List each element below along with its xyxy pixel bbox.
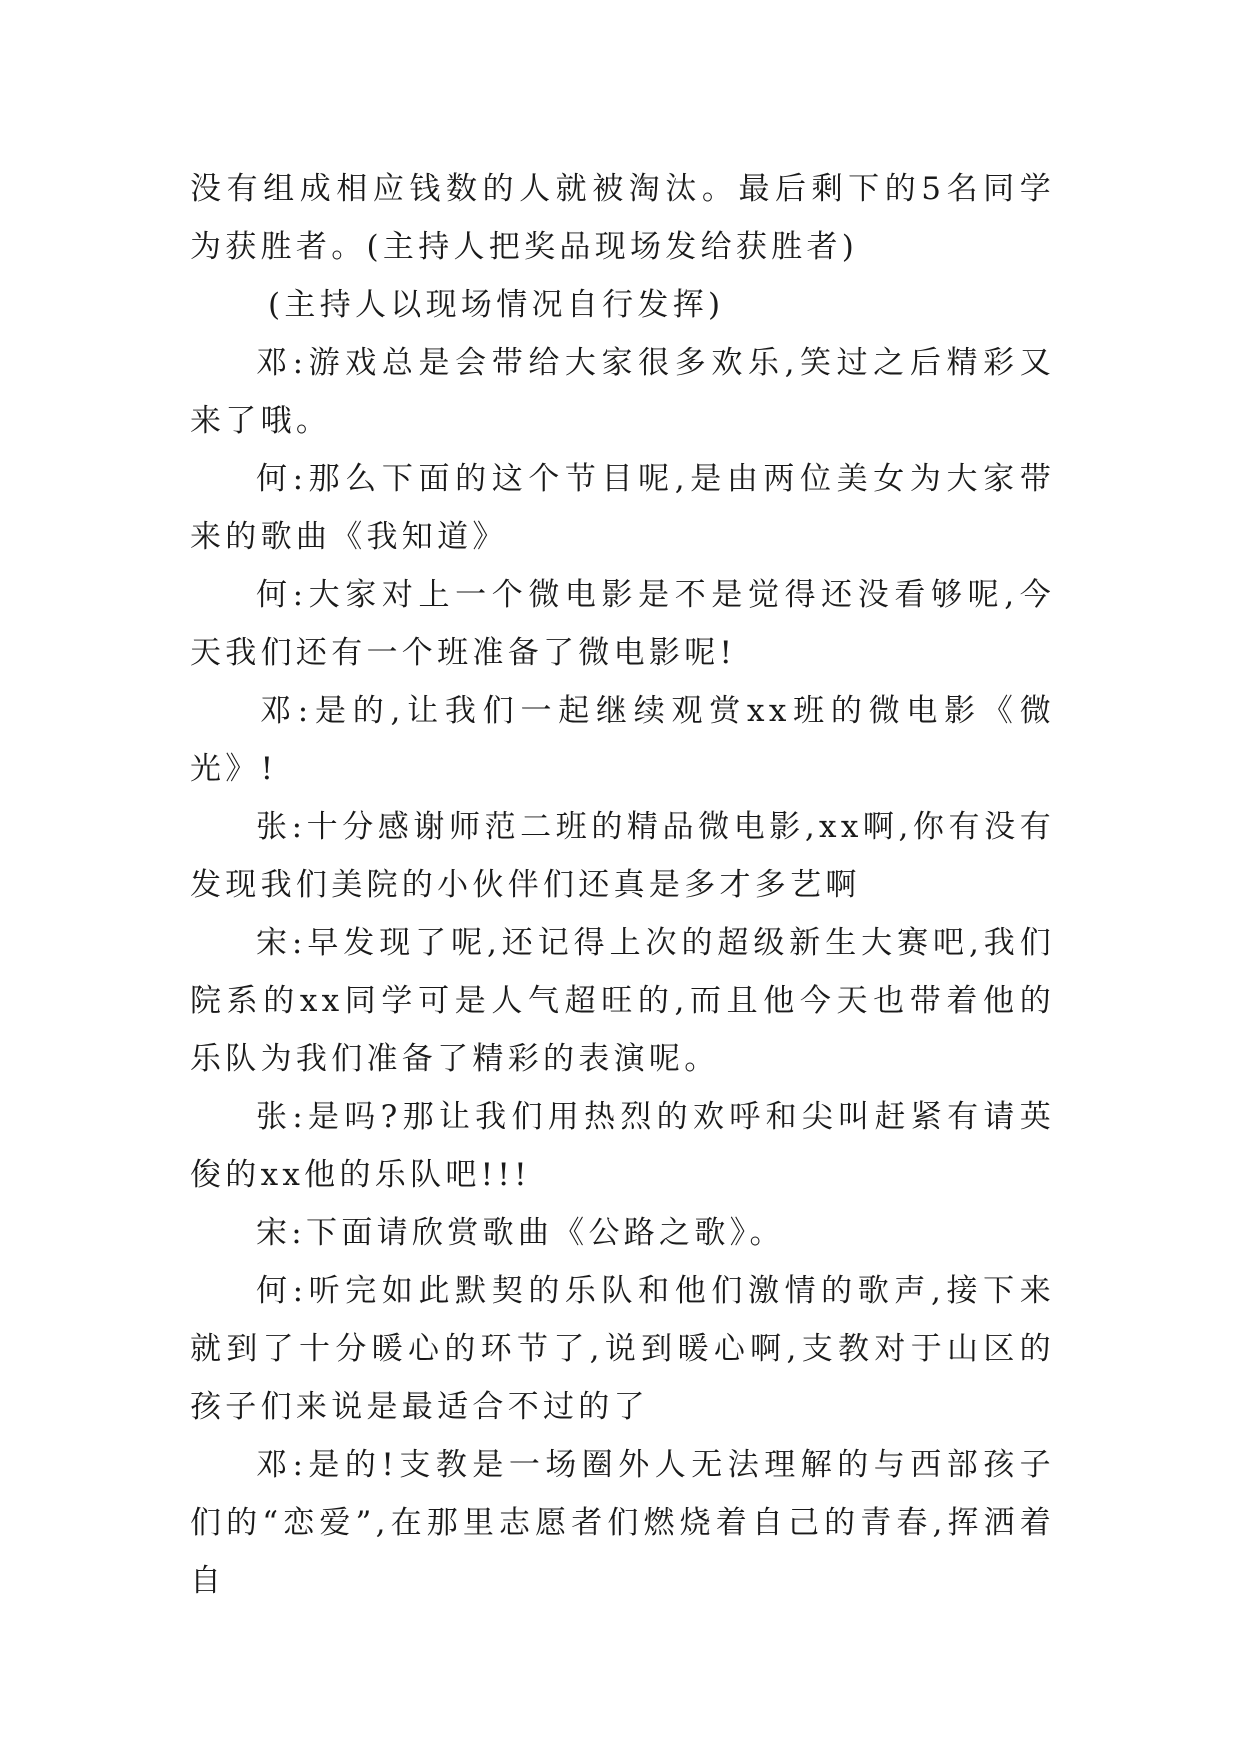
paragraph-continuation: 没有组成相应钱数的人就被淘汰。最后剩下的5名同学为获胜者。(主持人把奖品现场发给获胜者) [190,171,1055,265]
paragraph-he-3: 何:听完如此默契的乐队和他们激情的歌声,接下来就到了十分暖心的环节了,说到暖心啊,支教对于山区的孩子们来说是最适合不过的了 [190,1273,1055,1425]
paragraph-song-1: 宋:早发现了呢,还记得上次的超级新生大赛吧,我们院系的xx同学可是人气超旺的,而且他今天也带着他的乐队为我们准备了精彩的表演呢。 [190,925,1055,1077]
paragraph-he-1: 何:那么下面的这个节目呢,是由两位美女为大家带来的歌曲《我知道》 [190,461,1055,555]
paragraph-zhang-1: 张:十分感谢师范二班的精品微电影,xx啊,你有没有发现我们美院的小伙伴们还真是多才多艺啊 [190,809,1055,903]
paragraph-deng-3: 邓:是的!支教是一场圈外人无法理解的与西部孩子们的“恋爱”,在那里志愿者们燃烧着自己的青春,挥洒着自 [190,1447,1055,1599]
paragraph-zhang-2: 张:是吗?那让我们用热烈的欢呼和尖叫赶紧有请英俊的xx他的乐队吧!!! [190,1099,1055,1193]
paragraph-song-2: 宋:下面请欣赏歌曲《公路之歌》。 [256,1215,785,1251]
paragraph-he-2: 何:大家对上一个微电影是不是觉得还没看够呢,今天我们还有一个班准备了微电影呢! [190,577,1055,671]
paragraph-deng-2: 邓:是的,让我们一起继续观赏xx班的微电影《微光》! [190,693,1055,787]
document-body [190,160,1055,1610]
paragraph-deng-1: 邓:游戏总是会带给大家很多欢乐,笑过之后精彩又来了哦。 [190,345,1055,439]
paragraph-stage-note: (主持人以现场情况自行发挥) [268,287,725,323]
